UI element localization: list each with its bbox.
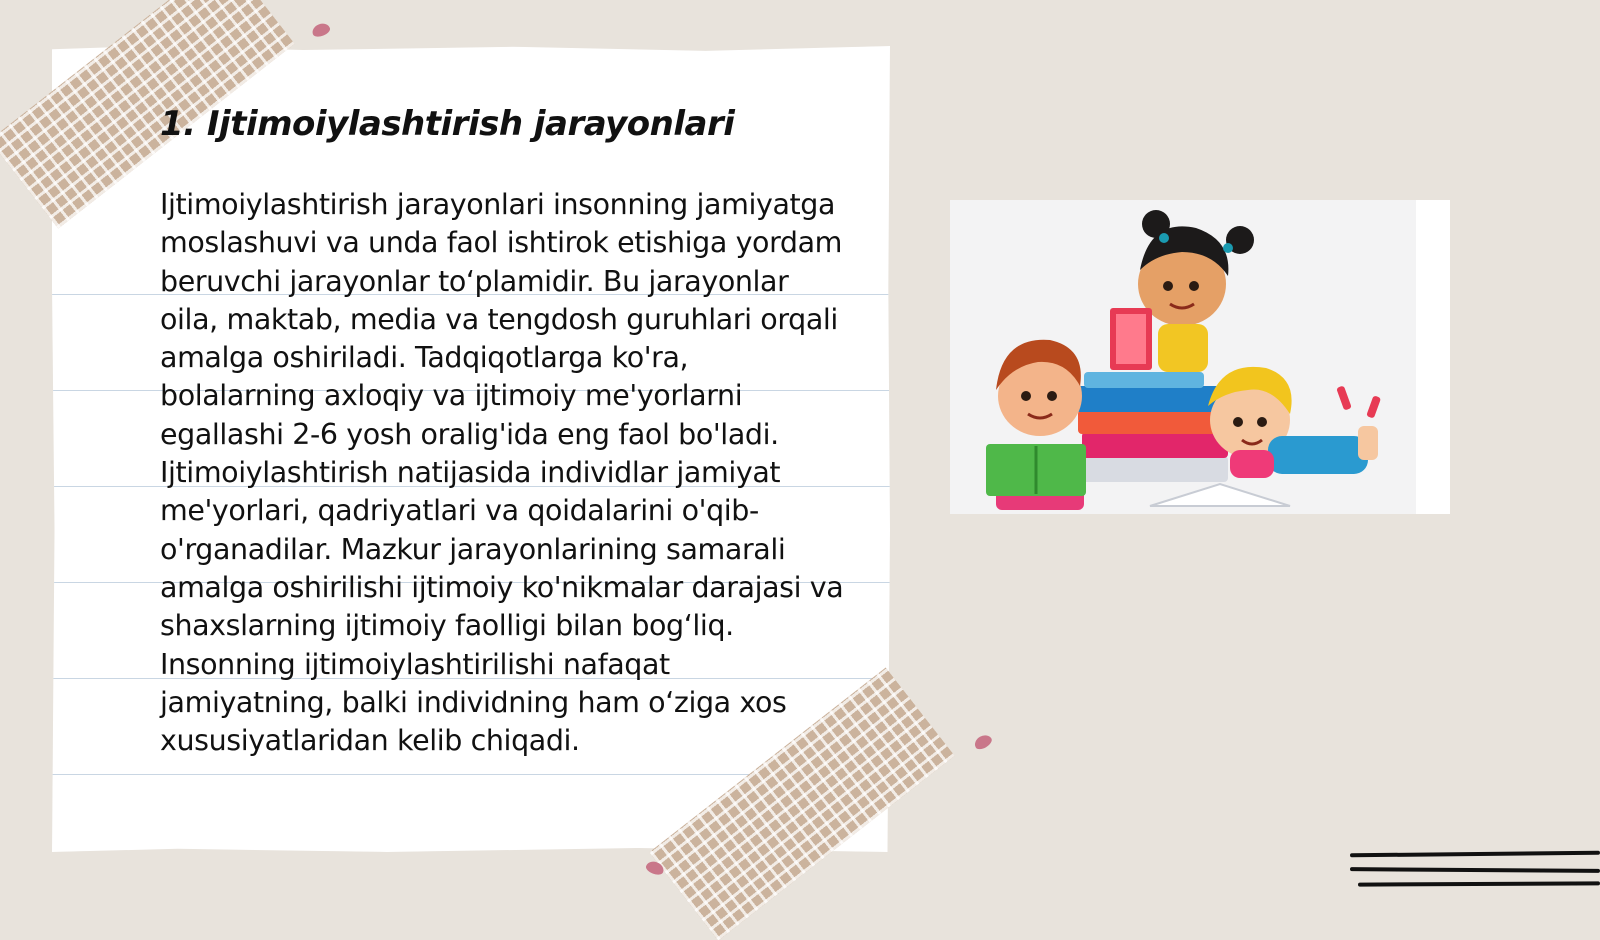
children-reading-illustration (950, 200, 1450, 514)
pin-icon (310, 21, 331, 38)
decorative-brush-stroke (1350, 867, 1600, 873)
slide-title: 1. Ijtimoiylashtirish jarayonlari (160, 104, 735, 144)
children-reading-image (950, 200, 1450, 514)
decorative-brush-stroke (1358, 881, 1600, 886)
decorative-brush-stroke (1350, 851, 1600, 858)
slide-paragraph: Ijtimoiylashtirish jarayonlari insonning jamiyatga moslashuvi va unda faol ishtirok etishiga yordam beruvchi jarayonlar to‘plamidir. Bu jarayonlar oila, maktab, media va tengdosh guruhlari orqali amalga oshiriladi. Tadqiqotlarga ko'ra, bolalarning axloqiy va ijtimoiy me'yorlarni egallashi 2-6 yosh oralig'ida eng faol bo'ladi. Ijtimoiylashtirish natijasida individlar jamiyat me'yorlari, qadriyatlari va qoidalarini o'qib-o'rganadilar. Mazkur jarayonlarining samarali amalga oshirilishi ijtimoiy ko'nikmalar darajasi va shaxslarning ijtimoiy faolligi bilan bog‘liq. Insonning ijtimoiylashtirilishi nafaqat jamiyatning, balki individning ham o‘ziga xos xususiyatlaridan kelib chiqadi. (160, 188, 844, 758)
pin-icon (972, 732, 994, 751)
image-frame-edge (1416, 200, 1450, 514)
